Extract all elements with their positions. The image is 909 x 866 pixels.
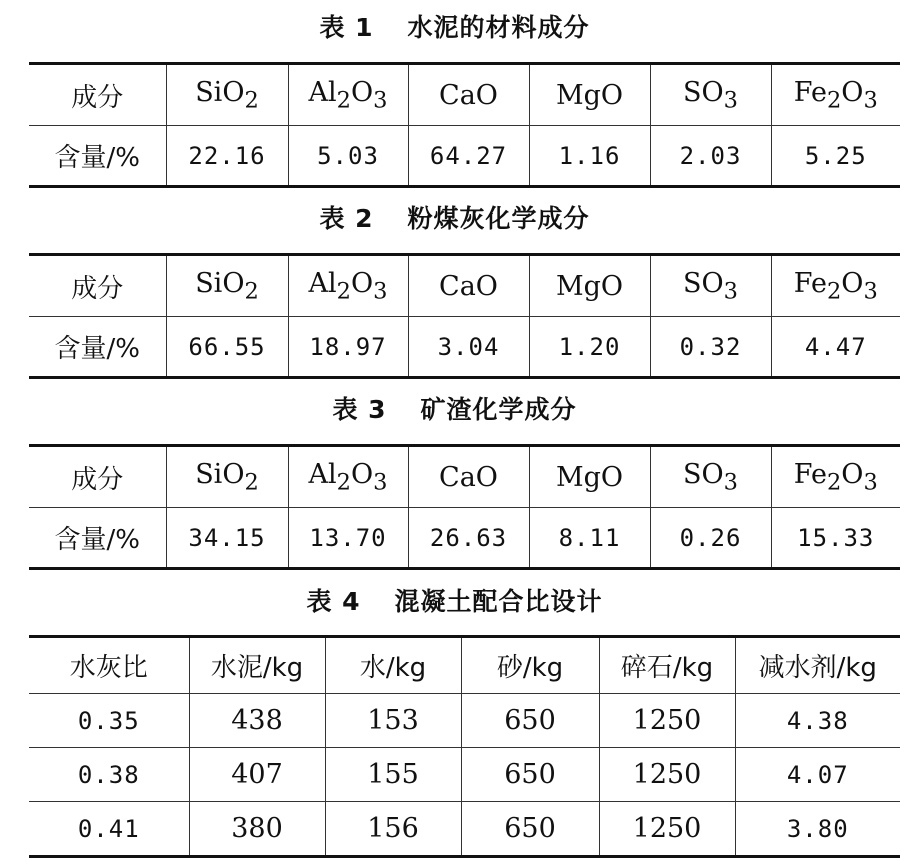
table-cell: 0.41 [77,814,140,843]
table-3-caption [0,390,909,430]
row-label-content: 含量/% [54,334,140,364]
table-cell: 1250 [599,748,735,802]
column-header: 碎石/kg [599,637,735,694]
header-fe2o3: $Fe_2O_3$ [771,446,900,508]
table-cell: 64.27 [408,126,529,187]
header-sio2: SiO$_2$ [166,64,288,126]
column-header: 砂/kg [461,637,599,694]
table-cell: 0.32 [650,317,771,378]
table-cell: 650 [461,802,599,857]
table-2-caption [0,199,909,239]
table-cell: 1.16 [529,126,650,187]
table-cell: 8.11 [529,508,650,569]
table-cell: 5.25 [771,126,900,187]
table-cell: 155 [325,748,461,802]
table-cell: 407 [189,748,325,802]
table-row [29,126,900,187]
table-cell: 1250 [599,802,735,857]
table-cell: 66.55 [166,317,288,378]
header-sio2: SiO$_2$ [166,446,288,508]
table-cell: 15.33 [771,508,900,569]
table-cell: 650 [461,694,599,748]
table-row [29,748,900,802]
header-al2o3: $Al_2O_3$ [288,255,408,317]
table-cell: 3.04 [408,317,529,378]
header-fe2o3: $Fe_2O_3$ [771,64,900,126]
table-1-caption [0,8,909,48]
cement-composition-table [29,62,900,188]
table-row [29,255,900,317]
concrete-mix-design-table [29,635,900,858]
header-cao: CaO [408,446,529,508]
table-1-number: 表 1 [319,13,374,42]
table-cell: 2.03 [650,126,771,187]
table-cell: 438 [189,694,325,748]
row-label-content: 含量/% [54,143,140,173]
table-cell: 22.16 [166,126,288,187]
table-2-number: 表 2 [319,204,374,233]
table-cell: 1.20 [529,317,650,378]
table-cell: 0.38 [29,748,189,802]
header-cao: CaO [408,255,529,317]
row-label-content: 含量/% [54,525,140,555]
table-cell: 26.63 [408,508,529,569]
column-header: 水灰比 [29,637,189,694]
table-cell: 34.15 [166,508,288,569]
header-mgo: MgO [529,255,650,317]
table-cell: 380 [189,802,325,857]
table-cell: 156 [325,802,461,857]
table-row [29,317,900,378]
table-row [29,694,900,748]
table-row [29,508,900,569]
header-cao: CaO [408,64,529,126]
table-row [29,64,900,126]
column-header: 减水剂/kg [735,637,900,694]
table-1-title: 水泥的材料成分 [407,13,590,42]
table-cell: 4.07 [735,748,900,802]
header-mgo: MgO [529,446,650,508]
table-row [29,802,900,857]
row-label-composition: 成分 [29,64,166,126]
header-al2o3: $Al_2O_3$ [288,64,408,126]
row-label-composition: 成分 [29,255,166,317]
table-4-title: 混凝土配合比设计 [394,587,603,616]
column-header: 水/kg [325,637,461,694]
slag-composition-table [29,444,900,570]
header-al2o3: $Al_2O_3$ [288,446,408,508]
fly-ash-composition-table [29,253,900,379]
column-header: 水泥/kg [189,637,325,694]
table-header-row [29,637,900,694]
table-cell: 1250 [599,694,735,748]
table-cell: 3.80 [735,802,900,857]
table-cell: 4.38 [735,694,900,748]
row-label-composition: 成分 [29,446,166,508]
table-cell: 4.47 [771,317,900,378]
table-cell: 13.70 [288,508,408,569]
header-mgo: MgO [529,64,650,126]
table-cell: 0.35 [29,694,189,748]
table-cell: 0.26 [650,508,771,569]
table-4-number: 表 4 [306,587,361,616]
table-cell: 5.03 [288,126,408,187]
table-3-title: 矿渣化学成分 [420,395,577,424]
table-cell: 153 [325,694,461,748]
table-cell: 650 [461,748,599,802]
header-so3: $SO_3$ [650,446,771,508]
table-3-number: 表 3 [332,395,387,424]
table-4-caption [0,582,909,622]
table-row [29,446,900,508]
table-2-title: 粉煤灰化学成分 [407,204,590,233]
header-sio2: SiO$_2$ [166,255,288,317]
header-so3: $SO_3$ [650,64,771,126]
header-so3: $SO_3$ [650,255,771,317]
header-fe2o3: $Fe_2O_3$ [771,255,900,317]
table-cell: 18.97 [288,317,408,378]
